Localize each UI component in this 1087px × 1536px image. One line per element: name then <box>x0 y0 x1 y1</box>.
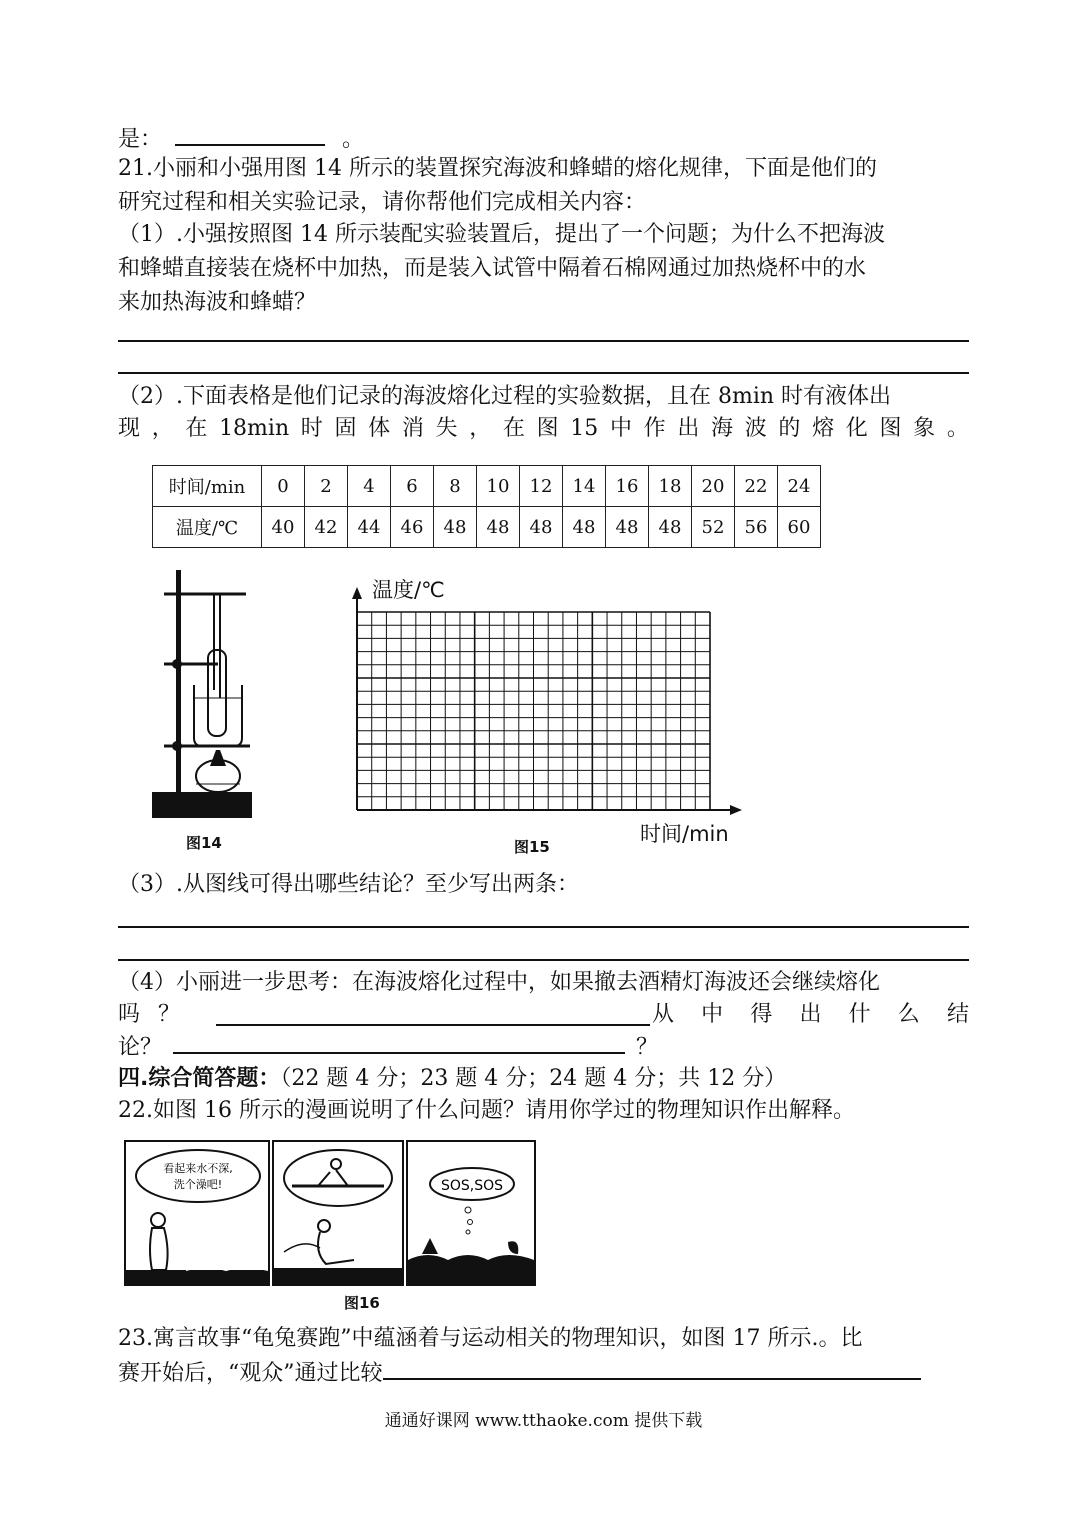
answer-line-top: 是： 。 <box>118 122 364 157</box>
text-fragment: 的 <box>778 416 801 441</box>
y-axis-label: 温度/℃ <box>372 578 445 602</box>
table-cell-temp: 48 <box>606 507 649 548</box>
table-cell-time: 8 <box>434 466 477 507</box>
q21-p1-line1: （1）.小强按照图 14 所示装配实验装置后，提出了一个问题；为什么不把海波 <box>118 222 885 247</box>
table-cell-temp: 48 <box>434 507 477 548</box>
fig15-caption: 图15 <box>514 838 550 856</box>
table-cell-time: 0 <box>262 466 305 507</box>
q23-line1: 23.寓言故事“龟兔赛跑”中蕴涵着与运动相关的物理知识，如图 17 所示.。比 <box>118 1326 863 1351</box>
graph-grid[interactable] <box>340 585 760 825</box>
table-cell-time: 4 <box>348 466 391 507</box>
q22-text: 22.如图 16 所示的漫画说明了什么问题？请用你学过的物理知识作出解释。 <box>118 1098 855 1123</box>
text-fragment: 在 <box>185 416 208 441</box>
y-axis-arrow <box>352 587 362 599</box>
stand-rod <box>176 570 181 795</box>
table-cell-time: 24 <box>778 466 821 507</box>
footer: 通通好课网 www.tthaoke.com 提供下载 <box>384 1411 703 1431</box>
q21-p4-line1: （4）小丽进一步思考：在海波熔化过程中，如果撤去酒精灯海波还会继续熔化 <box>118 970 880 995</box>
text-fragment: 从 <box>652 1002 675 1027</box>
text-fragment: 么 <box>897 1002 920 1027</box>
table-row-time <box>153 466 821 507</box>
q21-p2-line1: （2）.下面表格是他们记录的海波熔化过程的实验数据，且在 8min 时有液体出 <box>118 384 892 409</box>
text-fragment: 图 <box>536 416 559 441</box>
text-fragment: 。 <box>946 416 969 441</box>
q21-p3: （3）.从图线可得出哪些结论？至少写出两条： <box>118 872 579 897</box>
text-fragment: 中 <box>701 1002 724 1027</box>
svg-text:洗个澡吧!: 洗个澡吧! <box>173 1178 223 1191</box>
q21-line1: 21.小丽和小强用图 14 所示的装置探究海波和蜂蜡的熔化规律，下面是他们的 <box>118 156 877 181</box>
fig14-caption: 图14 <box>186 834 222 852</box>
text-fragment: 体 <box>368 416 391 441</box>
x-axis-arrow <box>730 805 742 815</box>
table-cell-temp: 46 <box>391 507 434 548</box>
text-fragment: 出 <box>677 416 700 441</box>
q21-p1-line2: 和蜂蜡直接装在烧杯中加热，而是装入试管中隔着石棉网通过加热烧杯中的水 <box>118 256 867 281</box>
table-cell-time: 6 <box>391 466 434 507</box>
text-fragment: 出 <box>799 1002 822 1027</box>
sos-bubble-text: SOS,SOS <box>440 1178 504 1194</box>
answer-line-3[interactable] <box>118 926 969 928</box>
text-fragment: 化 <box>845 416 868 441</box>
answer-line-4[interactable] <box>118 959 969 961</box>
text-fragment: 波 <box>744 416 767 441</box>
text-fragment: 时 <box>300 416 323 441</box>
table-cell-temp: 40 <box>262 507 305 548</box>
text-fragment: ？ <box>157 1002 180 1027</box>
comic-panel-2 <box>272 1140 404 1286</box>
answer-blank[interactable] <box>383 1356 921 1380</box>
table-cell-time: 20 <box>692 466 735 507</box>
text-fragment: 结 <box>946 1002 969 1027</box>
section4-heading: 四.综合简答题：（22 题 4 分；23 题 4 分；24 题 4 分；共 12 分） <box>118 1066 787 1091</box>
table-cell-time: 2 <box>305 466 348 507</box>
table-cell-temp: 48 <box>563 507 606 548</box>
table-cell-temp: 52 <box>692 507 735 548</box>
speech-bubble-text: 看起来水不深, <box>163 1162 233 1175</box>
text-fragment: 什 <box>848 1002 871 1027</box>
table-cell-time: 10 <box>477 466 520 507</box>
answer-blank[interactable] <box>173 1030 625 1054</box>
table-cell-time: 16 <box>606 466 649 507</box>
comic-panel-1 <box>124 1140 270 1286</box>
table-cell-temp: 60 <box>778 507 821 548</box>
text-fragment: 图 <box>879 416 902 441</box>
table-cell-time: 18 <box>649 466 692 507</box>
text-fragment: 固 <box>334 416 357 441</box>
fig16-caption: 图16 <box>344 1294 380 1312</box>
q21-p1-line3: 来加热海波和蜂蜡？ <box>118 290 317 315</box>
text-fragment: 在 <box>502 416 525 441</box>
time-header: 时间/min <box>153 466 262 507</box>
x-axis-label: 时间/min <box>640 822 729 846</box>
q21-p4-line3: 论？ ？ <box>118 1030 658 1065</box>
text-fragment: 消 <box>401 416 424 441</box>
text-fragment: 15 <box>570 416 599 441</box>
table-cell-time: 12 <box>520 466 563 507</box>
table-cell-time: 22 <box>735 466 778 507</box>
comic-panel-3 <box>406 1140 536 1286</box>
text-fragment: 海 <box>711 416 734 441</box>
apparatus-figure <box>150 570 280 825</box>
table-cell-temp: 48 <box>477 507 520 548</box>
answer-blank[interactable] <box>175 122 325 146</box>
q21-line2: 研究过程和相关实验记录，请你帮他们完成相关内容： <box>118 190 647 215</box>
text-fragment: 中 <box>609 416 632 441</box>
text-fragment: 得 <box>750 1002 773 1027</box>
table-cell-temp: 48 <box>520 507 563 548</box>
text-fragment: 熔 <box>812 416 835 441</box>
q21-p4-line2 <box>118 998 969 1032</box>
text-fragment: 作 <box>643 416 666 441</box>
text-fragment: ， <box>469 416 492 441</box>
text-fragment: 象 <box>913 416 936 441</box>
table-cell-temp: 48 <box>649 507 692 548</box>
text-fragment: 现 <box>118 416 141 441</box>
answer-line-1[interactable] <box>118 340 969 342</box>
temp-header: 温度/℃ <box>153 507 262 548</box>
q23-line2: 赛开始后，“观众”通过比较 <box>118 1356 921 1391</box>
data-table <box>152 465 821 548</box>
q21-p2-line2 <box>118 412 969 446</box>
answer-line-2[interactable] <box>118 372 969 374</box>
answer-blank[interactable] <box>216 1002 650 1026</box>
table-cell-temp: 56 <box>735 507 778 548</box>
table-cell-time: 14 <box>563 466 606 507</box>
text-fragment: 18min <box>219 416 290 441</box>
table-cell-temp: 44 <box>348 507 391 548</box>
table-row-temp <box>153 507 821 548</box>
table-cell-temp: 42 <box>305 507 348 548</box>
text-fragment: 失 <box>435 416 458 441</box>
text-fragment: ， <box>151 416 174 441</box>
text-fragment: 吗 <box>118 1002 141 1027</box>
stand-base <box>152 792 252 818</box>
